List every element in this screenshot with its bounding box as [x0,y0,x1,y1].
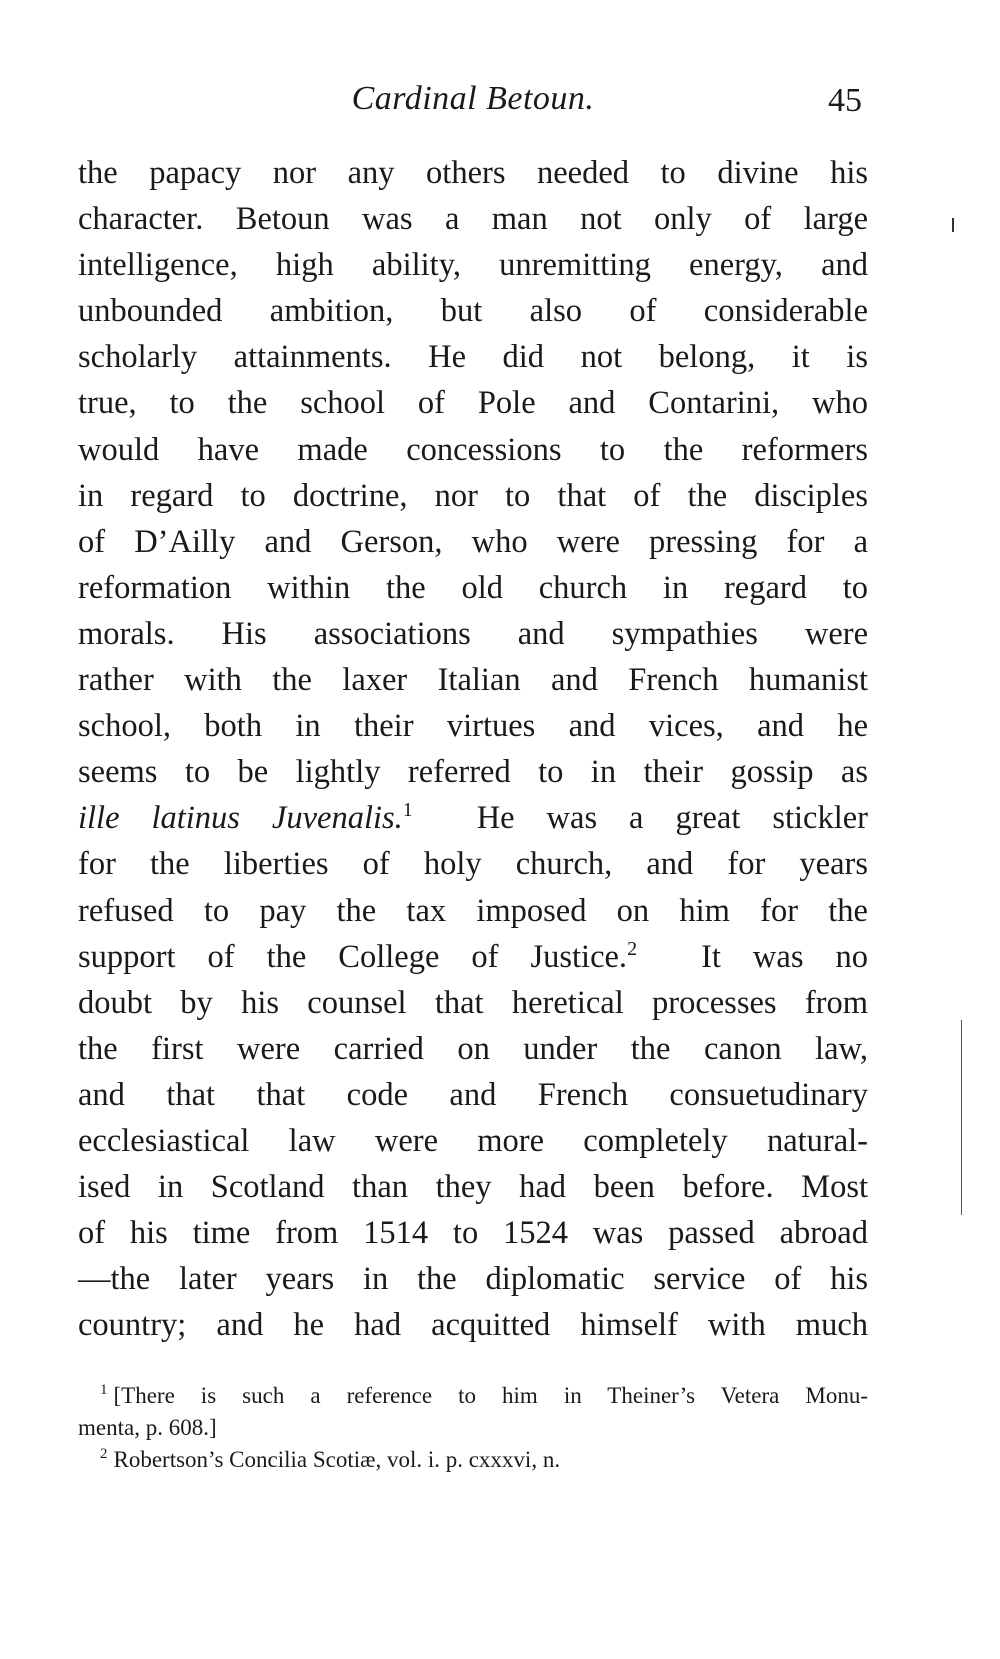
text-line: morals. His associations and sympathies were [78,615,868,652]
text-line: rather with the laxer Italian and French humanist [78,662,868,699]
text-line: of D’Ailly and Gerson, who were pressing for a [78,523,868,560]
text-line: of his time from 1514 to 1524 was passed abroad [78,1215,868,1252]
text-segment: It was no [701,938,868,975]
footnote-2 [78,1444,868,1476]
text-line: for the liberties of holy church, and for years [78,846,868,883]
text-segment: He was a great stickler [476,800,869,837]
text-line: ecclesiastical law were more completely natural- [78,1122,868,1159]
text-line: school, both in their virtues and vices, and he [78,708,868,745]
text-line: doubt by his counsel that heretical processes from [78,984,868,1021]
text-line: country; and he had acquitted himself with much [78,1307,868,1344]
text-line-with-footnote-2 [78,934,868,980]
footnote-text: Robertson’s Concilia Scotiæ, vol. i. p. cxxxvi, n. [113,1447,561,1472]
latin-phrase: ille latinus Juvenalis. [78,800,403,837]
running-head [78,80,868,130]
text-line: refused to pay the tax imposed on him for the [78,892,868,929]
text-line: seems to be lightly referred to in their gossip as [78,754,868,791]
text-line: in regard to doctrine, nor to that of the disciples [78,477,868,514]
footnote-ref-2: 2 [627,937,638,960]
footnote-1-continuation: menta, p. 608.] [78,1415,217,1440]
text-segment: support of the College of Justice. [78,938,628,975]
text-line: true, to the school of Pole and Contarini, who [78,385,868,422]
text-line: ised in Scotland than they had been before. Most [78,1169,868,1206]
running-title: Cardinal Betoun. [351,80,595,117]
footnote-1 [78,1380,868,1412]
footnote-mark: 2 [100,1446,108,1463]
page-number: 45 [828,82,862,119]
text-line: character. Betoun was a man not only of large [78,201,868,238]
text-line: intelligence, high ability, unremitting energy, and [78,247,868,284]
footnotes [78,1380,868,1476]
text-line: scholarly attainments. He did not belong, it is [78,339,868,376]
footnote-mark: 1 [100,1382,108,1399]
text-line: the first were carried on under the canon law, [78,1030,868,1067]
footnote-text: [There is such a reference to him in Theiner’s Vetera Monu- [113,1383,868,1408]
text-line: unbounded ambition, but also of considerable [78,293,868,330]
footnote-ref-1: 1 [402,799,413,822]
margin-pencil-line [961,1020,962,1215]
text-line: and that that code and French consuetudinary [78,1076,868,1113]
text-line: —the later years in the diplomatic service of his [78,1261,868,1298]
body-text [78,150,868,1348]
text-line: the papacy nor any others needed to divine his [78,155,868,191]
text-line-with-footnote-1 [78,795,868,841]
text-line: reformation within the old church in regard to [78,569,868,606]
text-line: would have made concessions to the reformers [78,431,868,468]
margin-tick-mark [952,218,954,232]
